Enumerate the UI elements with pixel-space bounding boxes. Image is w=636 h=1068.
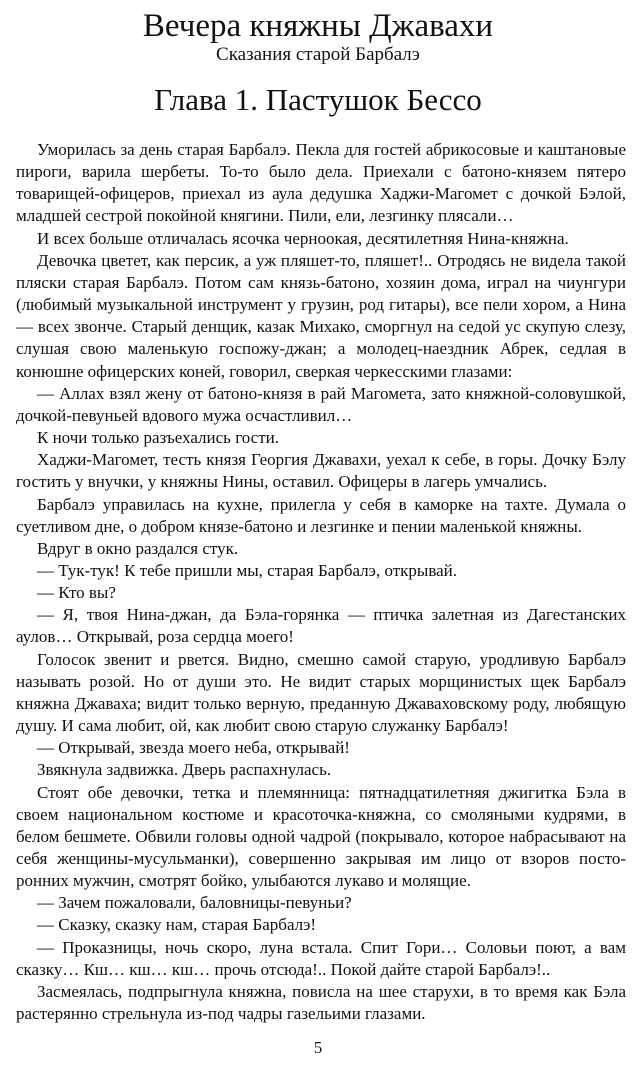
paragraph: — Сказку, сказку нам, старая Барбалэ! bbox=[37, 915, 317, 935]
page-number: 5 bbox=[313, 1038, 323, 1057]
paragraph: — Проказницы, ночь скоро, луна встала. Спит Гори… Соловьи поют, а вам сказку… Кш… кш… кш… прочь отсюда!.. Покой дайте старой Барбалэ!.. bbox=[16, 937, 626, 979]
paragraph: Стоят обе девочки, тетка и племянница: пятнадцатилетняя джигитка Бэла в своем национальном костюме и красоточка-княжна, со смоляными кудрями, в белом бешмете. Обвили головы одной чадрой (покрывало, которое набрасывают на себя женщины-мусульманки), совершенно закрывая им лицо от взоров посторонних мужчин, смотрят бойко, улыбаются лукаво и молящие. bbox=[16, 782, 626, 891]
body-text bbox=[16, 139, 626, 1025]
book-subtitle: Сказания старой Барбалэ bbox=[216, 44, 420, 65]
paragraph: Звякнула задвижка. Дверь распахнулась. bbox=[37, 760, 332, 780]
paragraph: Уморилась за день старая Барбалэ. Пекла для гостей абрикосовые и каштановые пироги, варила шербеты. То-то было дела. Приехали с батоно-князем пятеро товарищей-офицеров, приехал из аула дедушка Хаджи-Магомет с дочкой Бэлой, младшей сестрой покойной княгини. Пили, ели, лезгинку плясали… bbox=[16, 140, 626, 226]
paragraph: Хаджи-Магомет, тесть князя Георгия Джавахи, уехал к себе, в горы. Дочку Бэлу гостить у внучки, у княжны Нины, оставил. Офицеры в лагерь умчались. bbox=[16, 450, 626, 492]
paragraph: — Открывай, звезда моего неба, открывай! bbox=[37, 738, 350, 758]
paragraph: — Кто вы? bbox=[37, 583, 116, 603]
paragraph: Голосок звенит и рвется. Видно, смешно самой старую, уродливую Барбалэ называть розой. Но от души это. Не видит старых морщинистых щек Барбалэ княжна Джаваха; видит только верную, преданную Джаваховскому роду, любящую душу. И сама любит, ой, как любит свою старую служанку Барбалэ! bbox=[16, 649, 626, 736]
paragraph: — Аллах взял жену от батоно-князя в рай Магомета, зато княжной-соловушкой, дочкой-певуньей вдового мужа осчастливил… bbox=[16, 383, 626, 425]
chapter-title: Глава 1. Пастушок Бессо bbox=[154, 82, 482, 117]
paragraph: Девочка цветет, как персик, а уж пляшет-то, пляшет!.. Отродясь не видела такой пляски старая Барбалэ. Потом сам князь-батоно, хозяин дома, играл на чиунгури (любимый музыкальной инструмент у грузин, род гитары), все пели хором, а Нина — всех звонче. Старый денщик, казак Михако, сморгнул на седой ус скупую слезу, слушая свою маленькую госпожу-джан; а молодец-наездник Абрек, седлая в конюшне офицерских коней, говорил, сверкая черкесскими глазами: bbox=[16, 250, 626, 381]
paragraph: Засмеялась, подпрыгнула княжна, повисла на шее старухи, в то время как Бэла растерянно стрельнула из-под чадры газельими глазами. bbox=[16, 981, 626, 1024]
paragraph: — Тук-тук! К тебе пришли мы, старая Барбалэ, открывай. bbox=[37, 560, 458, 580]
paragraph: И всех больше отличалась ясочка черноокая, десятилетняя Нина-княжна. bbox=[37, 228, 569, 248]
paragraph: К ночи только разъехались гости. bbox=[37, 428, 279, 448]
paragraph: — Я, твоя Нина-джан, да Бэла-горянка — птичка залетная из Дагестанских аулов… Открывай, роза сердца моего! bbox=[16, 605, 626, 647]
paragraph: Вдруг в окно раздался стук. bbox=[37, 538, 239, 558]
paragraph: — Зачем пожаловали, баловницы-певуньи? bbox=[37, 893, 352, 913]
book-title: Вечера княжны Джавахи bbox=[142, 8, 494, 44]
paragraph: Барбалэ управилась на кухне, прилегла у себя в каморке на тахте. Думала о суетливом дне, о добром князе-батоно и лезгинке и пении маленькой княжны. bbox=[16, 494, 626, 536]
